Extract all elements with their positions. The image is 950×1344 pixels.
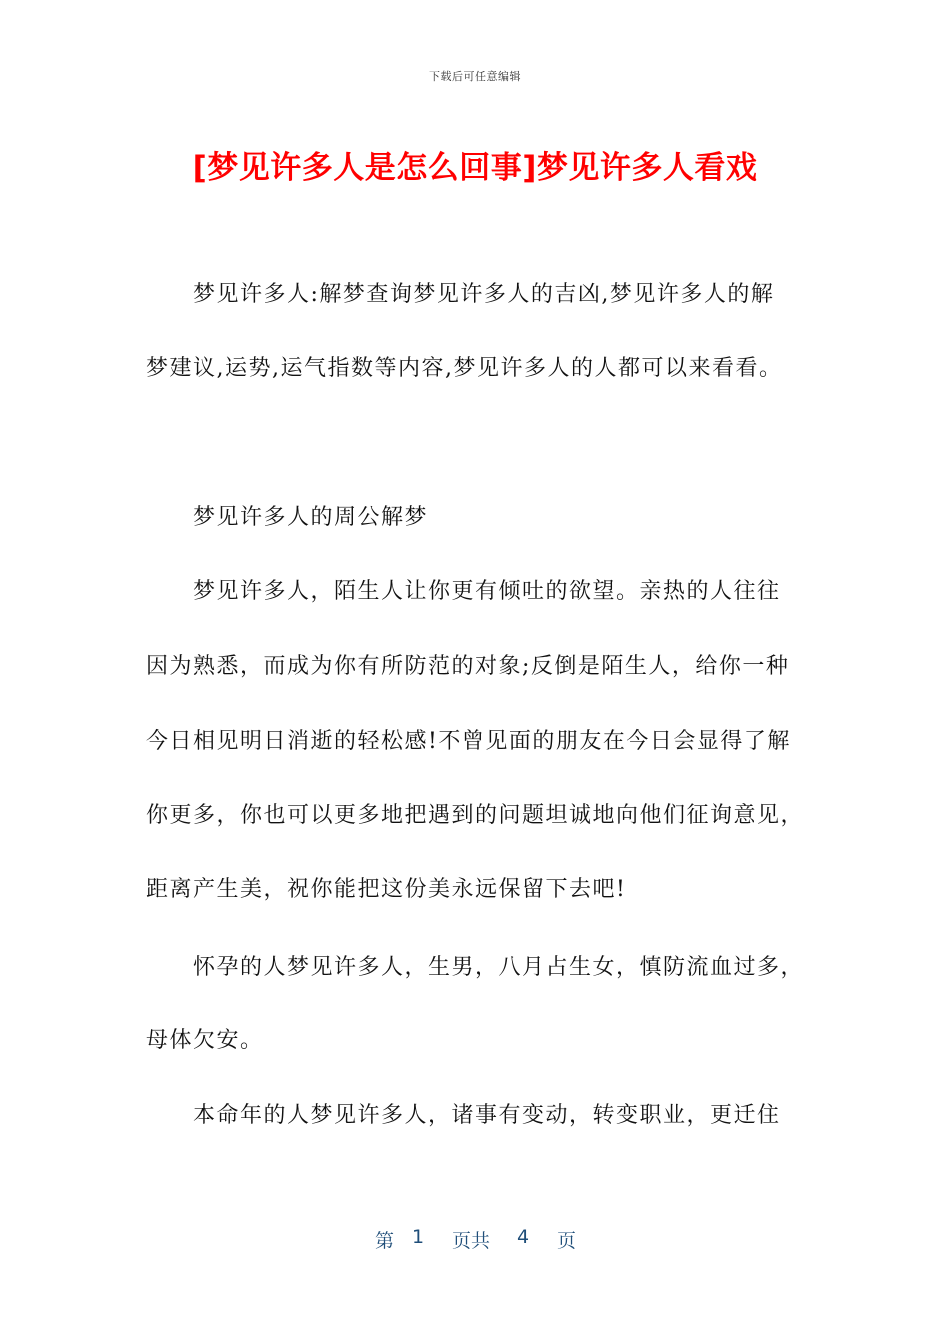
paragraph-line: 母体欠安。 bbox=[146, 1028, 264, 1053]
paragraph-line: 距离产生美，祝你能把这份美永远保留下去吧! bbox=[146, 877, 627, 902]
footer-prefix: 第 bbox=[375, 1230, 395, 1252]
paragraph-line: 梦见许多人，陌生人让你更有倾吐的欲望。亲热的人往往 bbox=[193, 579, 781, 604]
paragraph-line: 今日相见明日消逝的轻松感!不曾见面的朋友在今日会显得了解 bbox=[146, 729, 791, 754]
paragraph-line: 因为熟悉，而成为你有所防范的对象;反倒是陌生人，给你一种 bbox=[146, 654, 790, 679]
page-title: [梦见许多人是怎么回事]梦见许多人看戏 bbox=[192, 150, 758, 186]
current-page-number: 1 bbox=[412, 1226, 425, 1248]
paragraph-line: 梦见许多人:解梦查询梦见许多人的吉凶,梦见许多人的解 bbox=[193, 282, 775, 307]
section-heading: 梦见许多人的周公解梦 bbox=[193, 505, 429, 530]
paragraph-line: 怀孕的人梦见许多人，生男，八月占生女，慎防流血过多， bbox=[193, 955, 805, 980]
header-note: 下载后可任意编辑 bbox=[429, 70, 521, 83]
total-page-count: 4 bbox=[517, 1226, 530, 1248]
page-number-footer bbox=[375, 1226, 595, 1252]
paragraph-line: 本命年的人梦见许多人，诸事有变动，转变职业，更迁住 bbox=[193, 1103, 781, 1128]
footer-middle: 页共 bbox=[452, 1230, 491, 1252]
footer-suffix: 页 bbox=[557, 1230, 577, 1252]
paragraph-line: 梦建议,运势,运气指数等内容,梦见许多人的人都可以来看看。 bbox=[146, 356, 783, 381]
paragraph-line: 你更多，你也可以更多地把遇到的问题坦诚地向他们征询意见， bbox=[146, 803, 805, 828]
